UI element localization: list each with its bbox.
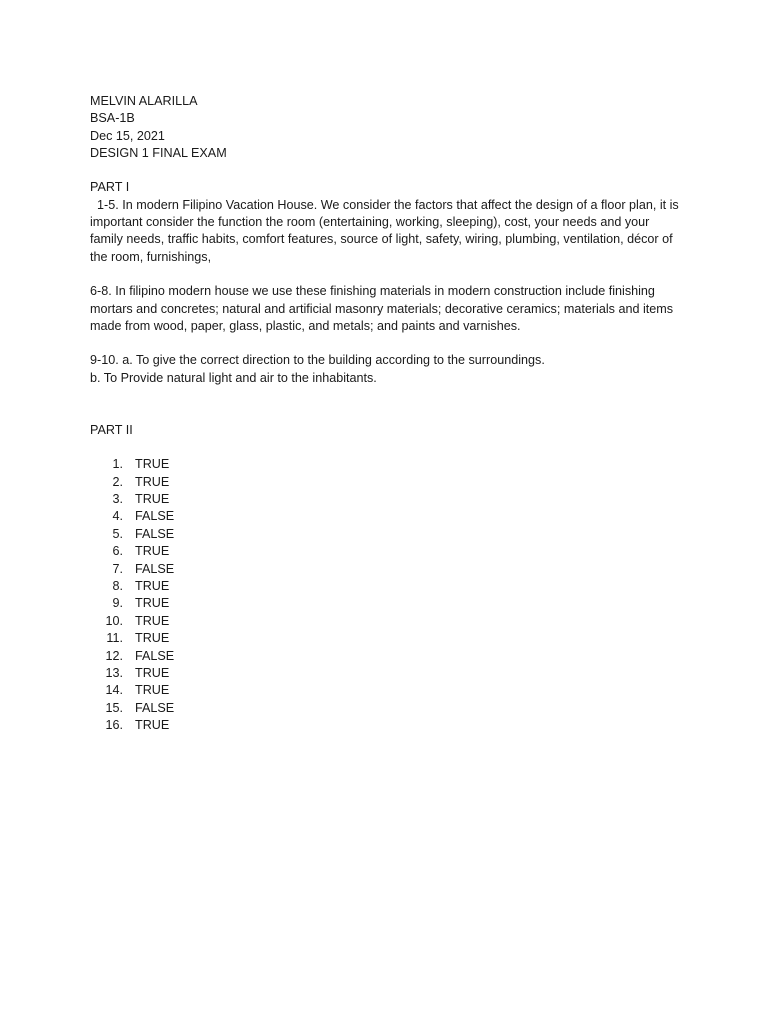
list-item: 4. FALSE xyxy=(112,509,175,524)
student-name: MELVIN ALARILLA xyxy=(90,94,198,108)
list-item: 14. TRUE xyxy=(105,683,170,698)
list-item: 3. TRUE xyxy=(112,492,170,507)
answer-9-10-b: b. To Provide natural light and air to the inhabitants. xyxy=(90,370,377,385)
list-item: 6. TRUE xyxy=(112,544,170,559)
spacer xyxy=(90,335,682,352)
answer-9-10-a: 9-10. a. To give the correct direction to the building according to the surroundings. xyxy=(90,353,545,368)
true-false-answer-list xyxy=(90,456,682,734)
exam-title: DESIGN 1 FINAL EXAM xyxy=(90,145,227,160)
spacer xyxy=(90,162,682,179)
answer-1-5 xyxy=(90,197,682,266)
list-item: 2. TRUE xyxy=(112,474,170,489)
list-item: 11. TRUE xyxy=(106,631,170,646)
list-item: 10. TRUE xyxy=(105,613,170,628)
spacer xyxy=(90,439,682,456)
list-item: 12. FALSE xyxy=(105,648,175,663)
answer-1-5-text: 1-5. In modern Filipino Vacation House. We consider the factors that affect the design of a floor plan, it is important consider the function the room (entertaining, working, sleeping), cost, your needs and your family needs, traffic habits, comfort features, source of light, safety, wiring, plumbing, ventilation, décor of the room, furnishings, xyxy=(90,197,683,264)
list-item: 7. FALSE xyxy=(112,561,175,576)
list-item: 8. TRUE xyxy=(112,578,170,593)
list-item: 13. TRUE xyxy=(105,665,170,680)
spacer xyxy=(90,266,682,283)
list-item: 1. TRUE xyxy=(112,457,170,472)
list-item: 15. FALSE xyxy=(105,700,175,715)
student-section: BSA-1B xyxy=(90,111,135,126)
list-item: 5. FALSE xyxy=(112,526,175,541)
list-item: 16. TRUE xyxy=(105,718,170,733)
answer-6-8 xyxy=(90,283,682,335)
exam-date: Dec 15, 2021 xyxy=(90,128,165,143)
list-item: 9. TRUE xyxy=(112,596,170,611)
part1-title: PART I xyxy=(90,180,130,195)
answer-6-8-text: 6-8. In filipino modern house we use these finishing materials in modern construction include finishing mortars and concretes; natural and artificial masonry materials; decorative ceramics; materials and items made from wood, paper, glass, plastic, and metals; and paints and varnishes. xyxy=(90,284,674,333)
spacer xyxy=(90,387,682,422)
document-page xyxy=(90,93,682,734)
part2-title: PART II xyxy=(90,422,133,437)
